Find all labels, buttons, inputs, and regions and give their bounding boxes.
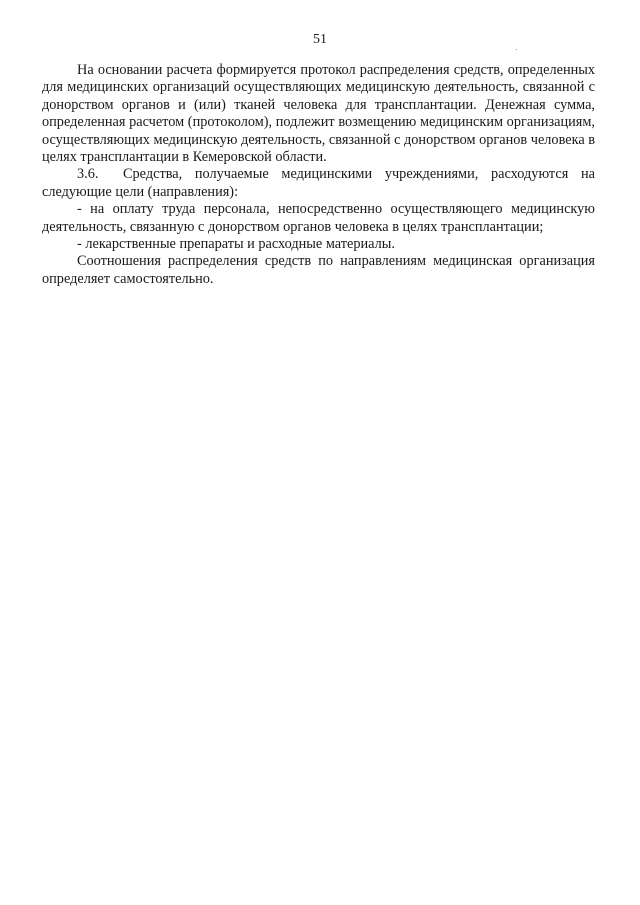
paragraph-ratio: Соотношения распределения средств по направлениям медицинская организация определяет самостоятельно.	[42, 253, 595, 287]
paragraph-protocol: На основании расчета формируется протокол распределения средств, определенных для медицинских организаций осуществляющих медицинскую деятельность, связанной с донорством органов и (или) тканей человека для трансплантации. Денежная сумма, определенная расчетом (протоколом), подлежит возмещению медицинским организациям, осуществляющих медицинскую деятельность, связанной с донорством органов человека в целях трансплантации в Кемеровской области.	[42, 62, 595, 166]
scan-speck	[516, 49, 517, 50]
clause-number: 3.6.	[77, 166, 99, 183]
document-body	[42, 62, 595, 288]
list-item-staff-pay: - на оплату труда персонала, непосредственно осуществляющего медицинскую деятельность, связанную с донорством органов человека в целях трансплантации;	[42, 201, 595, 235]
list-item-medicines: - лекарственные препараты и расходные материалы.	[77, 236, 395, 253]
clause-3-6	[42, 166, 595, 201]
clause-text: Средства, получаемые медицинскими учреждениями, расходуются на следующие цели (направления):	[42, 166, 595, 200]
page-number: 51	[313, 32, 327, 47]
